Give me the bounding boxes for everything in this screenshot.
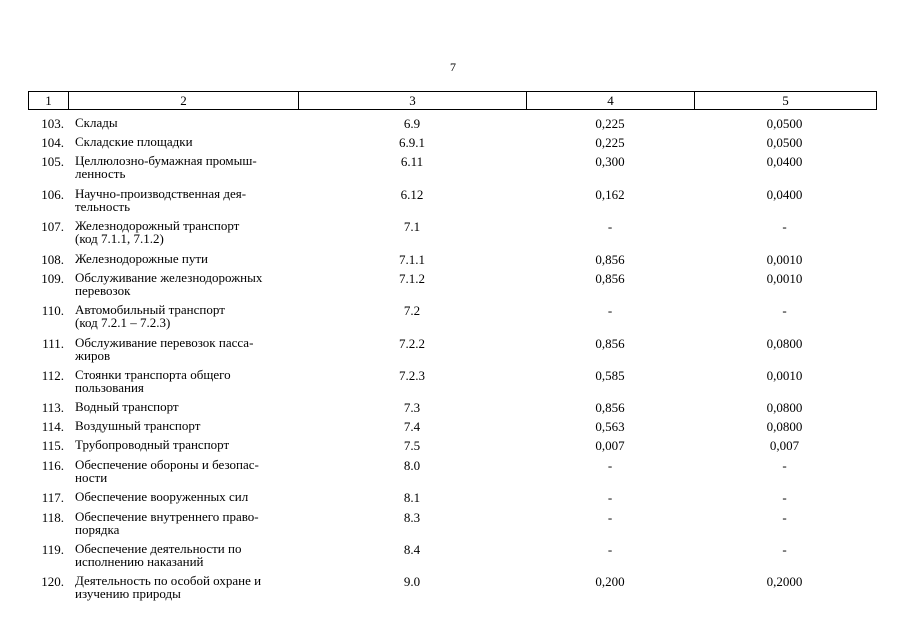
row-value-col4: 0,585 [595,368,625,383]
row-number: 119. [41,542,64,557]
row-code: 6.9 [403,116,421,131]
row-name: Водный транспорт [75,399,179,414]
row-name: Обеспечение деятельности по исполнению наказаний [75,541,242,569]
row-value-col5: 0,0500 [766,135,803,150]
row-name: Деятельность по особой охране и изучению природы [75,573,262,601]
row-value-col4: - [607,542,613,557]
row-value-col5: - [782,458,787,473]
row-value-col5: 0,0400 [766,154,803,169]
row-value-col5: 0,0800 [766,419,803,434]
row-number: 113. [41,400,64,415]
row-name: Стоянки транспорта общего пользования [75,367,231,395]
header-col-3: 3 [299,92,527,109]
row-value-col5: 0,0800 [766,336,803,351]
row-name: Обслуживание перевозок пасса- жиров [75,335,254,363]
row-number: 106. [41,187,64,202]
row-value-col4: - [607,458,613,473]
row-code: 6.9.1 [399,135,425,150]
row-value-col4: 0,300 [595,154,625,169]
row-code: 9.0 [403,574,421,589]
row-value-col4: 0,563 [595,419,625,434]
row-name: Воздушный транспорт [75,418,201,433]
row-value-col5: - [782,303,787,318]
row-code: 8.0 [403,458,421,473]
row-code: 7.1.2 [399,271,425,286]
row-name: Обслуживание железнодорожных перевозок [75,270,263,298]
row-number: 111. [42,336,64,351]
row-value-col5: - [782,510,787,525]
row-code: 7.1 [403,219,421,234]
row-value-col4: 0,007 [595,438,625,453]
row-number: 118. [41,510,64,525]
row-name: Складские площадки [75,134,193,149]
row-value-col5: - [782,490,787,505]
row-name: Обеспечение обороны и безопас- ности [75,457,259,485]
row-name: Обеспечение вооруженных сил [75,489,249,504]
row-value-col4: - [607,510,613,525]
row-name: Автомобильный транспорт (код 7.2.1 – 7.2.3) [75,302,225,330]
row-number: 112. [41,368,64,383]
row-name: Железнодорожные пути [75,251,208,266]
row-code: 7.3 [403,400,421,415]
row-code: 7.2 [403,303,421,318]
row-value-col5: 0,0010 [766,252,803,267]
row-value-col5: 0,0400 [766,187,803,202]
table-header [28,91,877,110]
row-value-col5: - [782,542,787,557]
row-code: 6.11 [400,154,424,169]
row-number: 104. [41,135,64,150]
row-number: 105. [41,154,64,169]
row-code: 8.4 [403,542,421,557]
header-col-4: 4 [527,92,695,109]
row-name: Склады [75,115,118,130]
row-name: Целлюлозно-бумажная промыш- ленность [75,153,257,181]
row-code: 6.12 [400,187,424,202]
row-name: Трубопроводный транспорт [75,437,230,452]
row-number: 116. [41,458,64,473]
row-number: 120. [41,574,64,589]
row-value-col5: - [782,219,787,234]
row-value-col4: 0,225 [595,116,625,131]
row-code: 7.2.3 [399,368,425,383]
row-value-col4: 0,856 [595,252,625,267]
row-value-col5: 0,0800 [766,400,803,415]
row-number: 115. [41,438,64,453]
row-value-col4: 0,856 [595,271,625,286]
row-code: 7.5 [403,438,421,453]
row-number: 103. [41,116,64,131]
row-name: Научно-производственная дея- тельность [75,186,247,214]
row-value-col4: - [607,219,613,234]
header-col-1: 1 [29,92,69,109]
row-code: 8.3 [403,510,421,525]
row-number: 107. [41,219,64,234]
row-value-col5: 0,0500 [766,116,803,131]
header-col-2: 2 [69,92,299,109]
row-value-col4: 0,856 [595,400,625,415]
row-number: 114. [41,419,64,434]
row-name: Железнодорожный транспорт (код 7.1.1, 7.1.2) [75,218,240,246]
row-value-col5: 0,0010 [766,271,803,286]
row-value-col4: - [607,303,613,318]
row-value-col4: 0,856 [595,336,625,351]
row-number: 109. [41,271,64,286]
row-value-col5: 0,007 [769,438,800,453]
row-name: Обеспечение внутреннего право- порядка [75,509,259,537]
row-number: 110. [41,303,64,318]
row-value-col4: 0,200 [595,574,625,589]
row-number: 108. [41,252,64,267]
page-number: 7 [450,60,456,74]
header-col-5: 5 [782,93,789,108]
row-code: 8.1 [403,490,421,505]
row-value-col4: 0,162 [595,187,625,202]
row-code: 7.4 [403,419,421,434]
row-code: 7.2.2 [399,336,425,351]
row-value-col4: - [607,490,613,505]
row-code: 7.1.1 [399,252,425,267]
row-value-col5: 0,0010 [766,368,803,383]
row-value-col5: 0,2000 [766,574,803,589]
row-value-col4: 0,225 [595,135,625,150]
row-number: 117. [41,490,64,505]
